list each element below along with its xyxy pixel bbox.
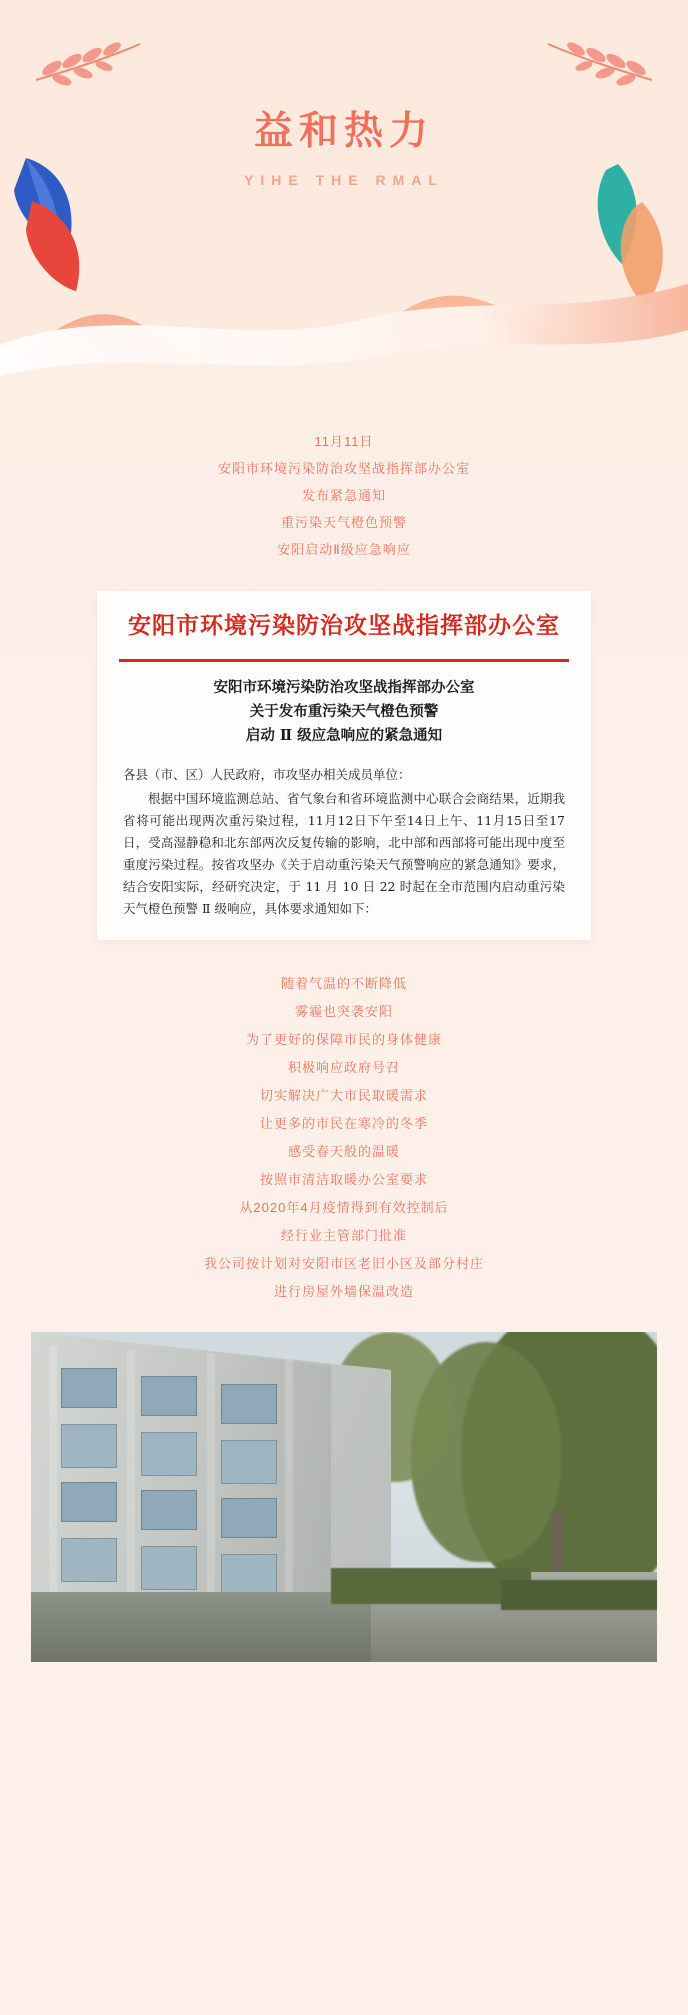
notice-paragraph: 根据中国环境监测总站、省气象台和省环境监测中心联合会商结果，近期我省将可能出现两次重污染过程，11月12日下午至14日上午、11月15日至17日，受高湿静稳和北东部两次反复传输的影响，北中部和西部将可能出现中度至重度污染过程。按省攻坚办《关于启动重污染天气预警响应的紧急通知》要求，结合安阳实际，经研究决定，于 11 月 10 日 22 时起在全市范围内启动重污染天气橙色预警 Ⅱ 级响应，具体要求通知如下： [123, 791, 565, 916]
message-line: 进行房屋外墙保温改造 [273, 1284, 414, 1299]
leaf-sprig-left-icon [28, 30, 148, 90]
balcony [61, 1538, 117, 1582]
window-glass [221, 1384, 277, 1424]
brand-title: 益和热力 [253, 108, 434, 154]
notice-subtitle-line: 启动 Ⅱ 级应急响应的紧急通知 [245, 727, 443, 744]
official-notice-card [97, 591, 591, 940]
message-line: 积极响应政府号召 [287, 1060, 400, 1075]
hedge [501, 1580, 657, 1610]
notice-header [97, 591, 591, 650]
photo-ground [31, 1592, 371, 1662]
intro-line: 发布紧急通知 [301, 488, 386, 503]
message-line: 为了更好的保障市民的身体健康 [245, 1032, 442, 1047]
notice-header-title: 安阳市环境污染防治攻坚战指挥部办公室 [128, 612, 560, 639]
intro-lines [0, 428, 688, 563]
notice-subtitle-line: 安阳市环境污染防治攻坚战指挥部办公室 [213, 679, 475, 696]
message-line: 随着气温的不断降低 [280, 976, 407, 991]
balcony [221, 1440, 277, 1484]
leaf-sprig-right-icon [540, 30, 660, 90]
notice-salutation: 各县（市、区）人民政府，市攻坚办相关成员单位： [123, 767, 411, 782]
notice-body [97, 754, 591, 920]
window-glass [141, 1376, 197, 1416]
message-line: 从2020年4月疫情得到有效控制后 [239, 1200, 449, 1215]
photo-canvas [31, 1332, 657, 1662]
residential-building-photo [31, 1332, 657, 1662]
mountain-wave-decor [0, 180, 688, 410]
message-line: 我公司按计划对安阳市区老旧小区及部分村庄 [203, 1256, 484, 1271]
intro-line: 11月11日 [314, 434, 374, 449]
notice-subtitle [97, 662, 591, 754]
window-glass [61, 1368, 117, 1408]
message-line: 经行业主管部门批准 [280, 1228, 407, 1243]
hero-banner [0, 0, 688, 410]
window-glass [61, 1482, 117, 1522]
brand-subtitle: YIHE THE RMAL [244, 172, 444, 188]
intro-line: 安阳市环境污染防治攻坚战指挥部办公室 [217, 461, 470, 476]
intro-line: 安阳启动Ⅱ级应急响应 [277, 542, 411, 557]
window-glass [221, 1498, 277, 1538]
balcony [141, 1432, 197, 1476]
message-line: 让更多的市民在寒冷的冬季 [259, 1116, 428, 1131]
window-glass [141, 1490, 197, 1530]
message-line: 按照市清洁取暖办公室要求 [259, 1172, 428, 1187]
message-line: 雾霾也突袭安阳 [294, 1004, 393, 1019]
message-line: 切实解决广大市民取暖需求 [259, 1088, 428, 1103]
message-lines [0, 970, 688, 1306]
balcony [141, 1546, 197, 1590]
notice-subtitle-line: 关于发布重污染天气橙色预警 [249, 703, 439, 720]
intro-line: 重污染天气橙色预警 [280, 515, 407, 530]
message-line: 感受春天般的温暖 [287, 1144, 400, 1159]
balcony [61, 1424, 117, 1468]
